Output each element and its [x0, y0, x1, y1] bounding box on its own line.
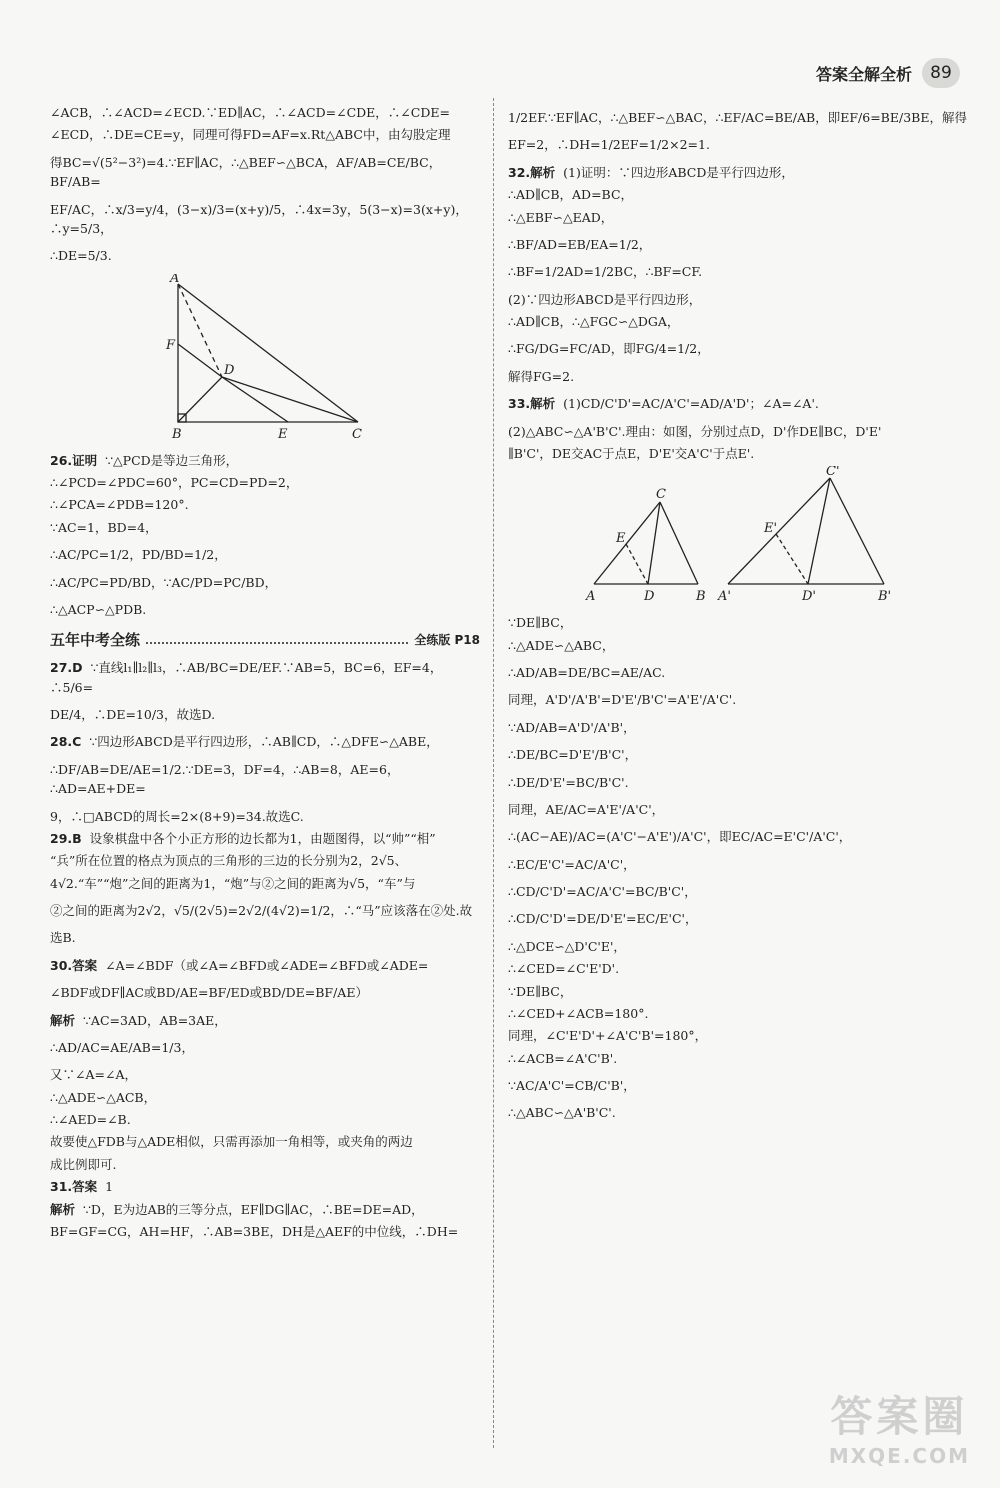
- analysis-label: 解析: [50, 1201, 76, 1217]
- label-d-prime: D': [802, 589, 816, 605]
- left-column: [50, 100, 480, 1244]
- label-a: A: [170, 273, 180, 286]
- text-line: BF=GF=CG，AH=HF，∴AB=3BE，DH是△AEF的中位线，∴DH=: [50, 1223, 459, 1239]
- text-line: ∴∠PCA=∠PDB=120°.: [50, 497, 189, 513]
- column-divider: [493, 98, 494, 1448]
- text-line: ∵AC=3AD，AB=3AE，: [82, 1012, 227, 1028]
- right-column: [508, 100, 968, 1126]
- text-line: ∵直线l₁∥l₂∥l₃，∴AB/BC=DE/EF.∵AB=5，BC=6，EF=4，∴5/6=: [50, 660, 443, 695]
- text-line: ∴DF/AB=DE/AE=1/2.∵DE=3，DF=4，∴AB=8，AE=6，∴AD=AE+DE=: [50, 761, 400, 797]
- label-d: D: [224, 362, 235, 378]
- text-line: DE/4，∴DE=10/3，故选D.: [50, 707, 216, 722]
- question-number: 26.证明: [50, 452, 98, 468]
- label-e-prime: E': [764, 521, 778, 537]
- text-line: ∴∠PCD=∠PDC=60°，PC=CD=PD=2，: [50, 475, 299, 490]
- answer-value: 1: [105, 1179, 114, 1195]
- text-line: 成比例即可.: [50, 1156, 117, 1172]
- watermark-logo: [829, 1384, 970, 1468]
- label-e: E: [278, 426, 288, 442]
- text-line: ∴FG/DG=FC/AD，即FG/4=1/2，: [508, 341, 710, 357]
- text-line: ∴△ADE∽△ABC，: [508, 637, 615, 653]
- triangle-figure-abc: [50, 274, 480, 444]
- text-line: ∴AC/PC=PD/BD，∵AC/PD=PC/BD，: [50, 574, 278, 590]
- text-line: EF/AC，∴x/3=y/4，(3−x)/3=(x+y)/5，∴4x=3y，5(3−x)=3(x+y)，∴y=5/3，: [50, 201, 468, 236]
- label-c-prime: C': [826, 466, 840, 480]
- text-line: ∴AD∥CB，AD=BC，: [508, 187, 634, 203]
- text-line: ∵DE∥BC，: [508, 615, 573, 631]
- header-title: 答案全解全析: [815, 64, 912, 84]
- text-line: 1/2EF.∵EF∥AC，∴△BEF∽△BAC，∴EF/AC=BE/AB，即EF/6=BE/3BE，解得: [508, 110, 967, 125]
- text-line: ∴DE/BC=D'E'/B'C'，: [508, 747, 638, 763]
- text-line: ∵△PCD是等边三角形，: [105, 452, 239, 468]
- text-line: 解得FG=2.: [508, 368, 575, 384]
- watermark-text: 答案圈: [830, 1392, 969, 1441]
- q28: [50, 732, 480, 826]
- text-line: ∥B'C'，DE交AC于点E，D'E'交A'C'于点E'.: [508, 445, 755, 461]
- dotted-leader: [146, 642, 408, 644]
- label-f: F: [166, 337, 176, 353]
- text-line: (2)△ABC∽△A'B'C'.理由：如图，分别过点D，D'作DE∥BC，D'E': [508, 423, 882, 439]
- text-line: ∵D，E为边AB的三等分点，EF∥DG∥AC，∴BE=DE=AD，: [82, 1201, 424, 1217]
- text-line: EF=2，∴DH=1/2EF=1/2×2=1.: [508, 137, 710, 153]
- text-line: ∴AD/AC=AE/AB=1/3，: [50, 1039, 194, 1055]
- label-b: B: [172, 426, 182, 442]
- label-b-prime: B': [878, 589, 892, 605]
- q26: [50, 451, 480, 620]
- label-c: C: [656, 487, 666, 503]
- text-line: ∴△ACP∽△PDB.: [50, 601, 147, 617]
- text-line: ∵AC/A'C'=CB/C'B'，: [508, 1078, 636, 1093]
- text-line: ②之间的距离为2√2，√5/(2√5)=2√2/(4√2)=1/2，∴“马”应该落在②处.故: [50, 903, 473, 918]
- q29: [50, 829, 480, 948]
- analysis-label: 解析: [50, 1012, 76, 1028]
- text-line: ∴BF=1/2AD=1/2BC，∴BF=CF.: [508, 264, 703, 280]
- section-title: 五年中考全练: [50, 631, 141, 650]
- page-number: 89: [922, 58, 960, 88]
- question-number: 32.解析: [508, 164, 556, 180]
- q25-continuation: [50, 103, 480, 266]
- watermark-url: MXQE.COM: [828, 1444, 970, 1468]
- text-line: 得BC=√(5²−3²)=4.∵EF∥AC，∴△BEF∽△BCA，AF/AB=CE/BC，BF/AB=: [50, 154, 442, 190]
- text-line: ∴AD∥CB，∴△FGC∽△DGA，: [508, 314, 680, 329]
- label-c: C: [352, 426, 362, 442]
- text-line: ∴△DCE∽△D'C'E'，: [508, 938, 626, 954]
- text-line: 9，∴□ABCD的周长=2×(8+9)=34.故选C.: [50, 808, 304, 824]
- text-line: (2)∵四边形ABCD是平行四边形，: [508, 291, 702, 307]
- text-line: ∴∠ACB=∠A'C'B'.: [508, 1050, 618, 1066]
- text-line: ∵AD/AB=A'D'/A'B'，: [508, 719, 636, 735]
- text-line: ∵AC=1，BD=4，: [50, 519, 158, 535]
- q33: [508, 394, 968, 1123]
- text-line: 又∵∠A=∠A，: [50, 1067, 137, 1083]
- section-header: [50, 629, 480, 650]
- text-line: 故要使△FDB与△ADE相似，只需再添加一角相等，或夹角的两边: [50, 1134, 413, 1150]
- text-line: ∴△ADE∽△ACB，: [50, 1089, 157, 1105]
- text-line: 同理，∠C'E'D'+∠A'C'B'=180°，: [508, 1028, 708, 1044]
- text-line: ∠ECD，∴DE=CE=y，同理可得FD=AF=x.Rt△ABC中，由勾股定理: [50, 127, 451, 143]
- question-number: 27.D: [50, 660, 83, 676]
- text-line: ∴BF/AD=EB/EA=1/2，: [508, 236, 652, 252]
- question-number: 28.C: [50, 734, 82, 750]
- label-b: B: [696, 589, 706, 605]
- label-d: D: [644, 589, 655, 605]
- text-line: ∴AD/AB=DE/BC=AE/AC.: [508, 665, 666, 680]
- text-line: ∴CD/C'D'=AC/A'C'=BC/B'C'，: [508, 884, 697, 899]
- similar-triangles-figure: [508, 466, 968, 606]
- text-line: 设象棋盘中各个小正方形的边长都为1，由题图得，以“帅”“相”: [89, 830, 436, 846]
- text-line: ∵DE∥BC，: [508, 983, 573, 999]
- text-line: ∴△EBF∽△EAD，: [508, 209, 614, 225]
- q30: [50, 956, 480, 1174]
- text-line: “兵”所在位置的格点为顶点的三角形的三边的长分别为2，2√5、: [50, 853, 408, 869]
- text-line: ∴△ABC∽△A'B'C'.: [508, 1105, 616, 1121]
- q32: [508, 163, 968, 386]
- q31: [50, 1177, 480, 1241]
- answer-line: ∠BDF或DF∥AC或BD/AE=BF/ED或BD/DE=BF/AE）: [50, 985, 368, 1001]
- text-line: ∴∠CED=∠C'E'D'.: [508, 961, 620, 977]
- text-line: 同理，AE/AC=A'E'/A'C'，: [508, 801, 665, 817]
- label-e: E: [616, 531, 626, 547]
- question-number: 33.解析: [508, 396, 556, 412]
- text-line: 同理，A'D'/A'B'=D'E'/B'C'=A'E'/A'C'.: [508, 692, 737, 708]
- text-line: ∴AC/PC=1/2，PD/BD=1/2，: [50, 547, 227, 563]
- text-line: ∵四边形ABCD是平行四边形，∴AB∥CD，∴△DFE∽△ABE，: [89, 734, 439, 750]
- text-line: ∴DE/D'E'=BC/B'C'.: [508, 774, 629, 790]
- text-line: (1)CD/C'D'=AC/A'C'=AD/A'D'；∠A=∠A'.: [563, 396, 819, 412]
- text-line: ∴∠CED+∠ACB=180°.: [508, 1005, 649, 1021]
- text-line: ∠ACB，∴∠ACD=∠ECD.∵ED∥AC，∴∠ACD=∠CDE，∴∠CDE=: [50, 105, 450, 120]
- q27: [50, 658, 480, 724]
- text-line: (1)证明：∵四边形ABCD是平行四边形，: [563, 164, 794, 180]
- section-reference: 全练版 P18: [414, 633, 480, 648]
- label-a-prime: A': [718, 589, 731, 605]
- text-line: 4√2.“车”“炮”之间的距离为1，“炮”与②之间的距离为√5，“车”与: [50, 875, 416, 891]
- question-number: 30.答案: [50, 957, 98, 973]
- q31-continuation: [508, 108, 968, 155]
- text-line: ∴DE=5/3.: [50, 248, 112, 264]
- question-number: 31.答案: [50, 1179, 98, 1195]
- answer-line: ∠A=∠BDF（或∠A=∠BFD或∠ADE=∠BFD或∠ADE=: [105, 957, 429, 973]
- text-line: ∴(AC−AE)/AC=(A'C'−A'E')/A'C'，即EC/AC=E'C'/A'C'，: [508, 829, 852, 845]
- text-line: 选B.: [50, 930, 76, 946]
- text-line: ∴EC/E'C'=AC/A'C'，: [508, 856, 636, 872]
- question-number: 29.B: [50, 830, 82, 846]
- text-line: ∴CD/C'D'=DE/D'E'=EC/E'C'，: [508, 911, 698, 927]
- text-line: ∴∠AED=∠B.: [50, 1112, 131, 1127]
- label-a: A: [586, 589, 596, 605]
- page-header: [816, 58, 960, 88]
